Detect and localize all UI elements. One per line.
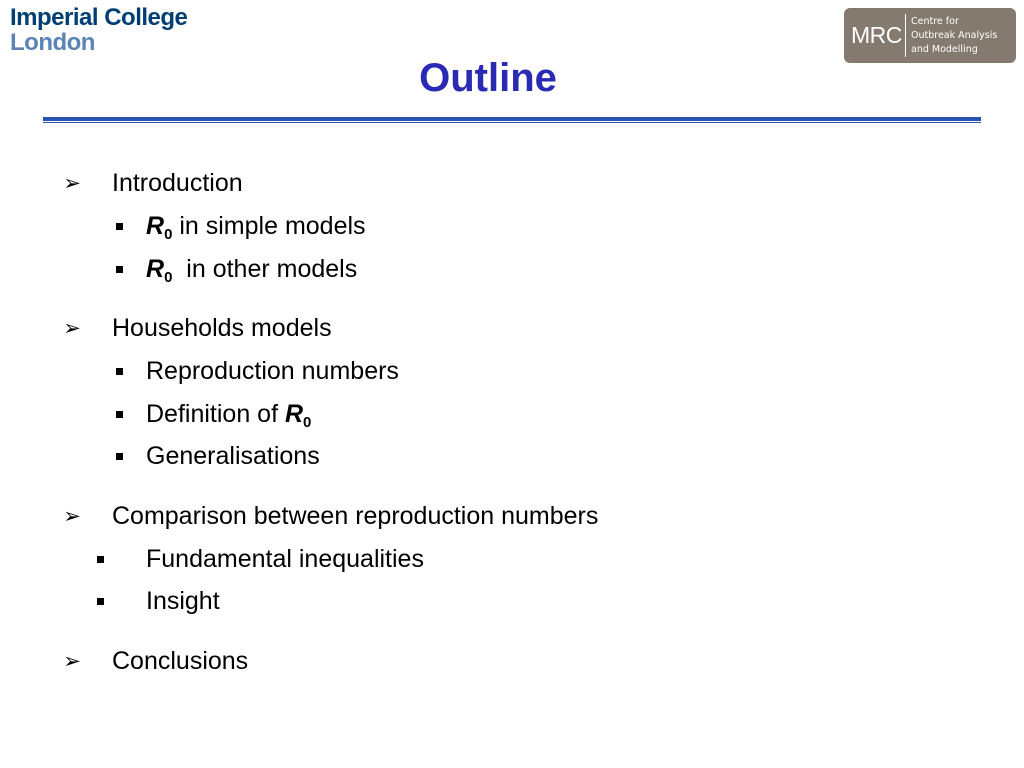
square-bullet-icon bbox=[97, 598, 104, 605]
logo-line-1: Imperial College bbox=[10, 4, 188, 31]
outline-subitem bbox=[0, 211, 1024, 241]
r0-symbol bbox=[284, 400, 312, 431]
r0-subscript: 0 bbox=[164, 269, 173, 286]
subitem-text: Reproduction numbers bbox=[146, 357, 399, 385]
subitem-text bbox=[146, 211, 366, 241]
section-label: Introduction bbox=[112, 169, 243, 197]
r0-symbol bbox=[146, 212, 173, 243]
arrowhead-bullet-icon: ➢ bbox=[63, 171, 81, 195]
outline-subitem bbox=[0, 254, 1024, 284]
r0-letter: R bbox=[146, 212, 165, 240]
section-label: Conclusions bbox=[112, 647, 249, 675]
square-bullet-icon bbox=[116, 223, 123, 230]
outline-subitem bbox=[0, 356, 1024, 386]
logo-line-2: London bbox=[10, 29, 95, 56]
subitem-suffix: in simple models bbox=[172, 212, 366, 240]
outline-subitem bbox=[0, 441, 1024, 471]
outline-subitem bbox=[0, 544, 1024, 574]
subitem-text bbox=[146, 399, 311, 429]
r0-subscript: 0 bbox=[303, 414, 312, 431]
mrc-logo-line-2: Outbreak Analysis bbox=[911, 30, 998, 41]
outline-section-comparison bbox=[0, 501, 1024, 531]
mrc-logo-line-1: Centre for bbox=[911, 16, 959, 27]
r0-symbol bbox=[146, 255, 173, 286]
r0-subscript: 0 bbox=[164, 226, 173, 243]
square-bullet-icon bbox=[116, 266, 123, 273]
outline-section-introduction bbox=[0, 168, 1024, 198]
mrc-logo-line-3: and Modelling bbox=[911, 44, 978, 55]
outline-section-households bbox=[0, 313, 1024, 343]
arrowhead-bullet-icon: ➢ bbox=[63, 649, 81, 673]
section-label: Comparison between reproduction numbers bbox=[112, 502, 599, 530]
square-bullet-icon bbox=[97, 556, 104, 563]
subitem-text: Insight bbox=[146, 587, 220, 615]
r0-letter: R bbox=[284, 400, 304, 428]
square-bullet-icon bbox=[116, 453, 123, 460]
subitem-suffix: in other models bbox=[172, 255, 358, 283]
arrowhead-bullet-icon: ➢ bbox=[63, 504, 81, 528]
slide-title: Outline bbox=[419, 56, 557, 100]
subitem-text: Fundamental inequalities bbox=[146, 545, 424, 573]
square-bullet-icon bbox=[116, 368, 123, 375]
outline-subitem bbox=[0, 399, 1024, 429]
square-bullet-icon bbox=[116, 411, 123, 418]
mrc-logo-mark: MRC bbox=[851, 22, 902, 48]
subitem-text bbox=[146, 254, 357, 284]
section-label: Households models bbox=[112, 314, 332, 342]
subitem-prefix: Definition of bbox=[146, 400, 285, 428]
outline-section-conclusions bbox=[0, 646, 1024, 676]
r0-letter: R bbox=[146, 255, 165, 283]
outline-subitem bbox=[0, 586, 1024, 616]
subitem-text: Generalisations bbox=[146, 442, 320, 470]
arrowhead-bullet-icon: ➢ bbox=[63, 316, 81, 340]
